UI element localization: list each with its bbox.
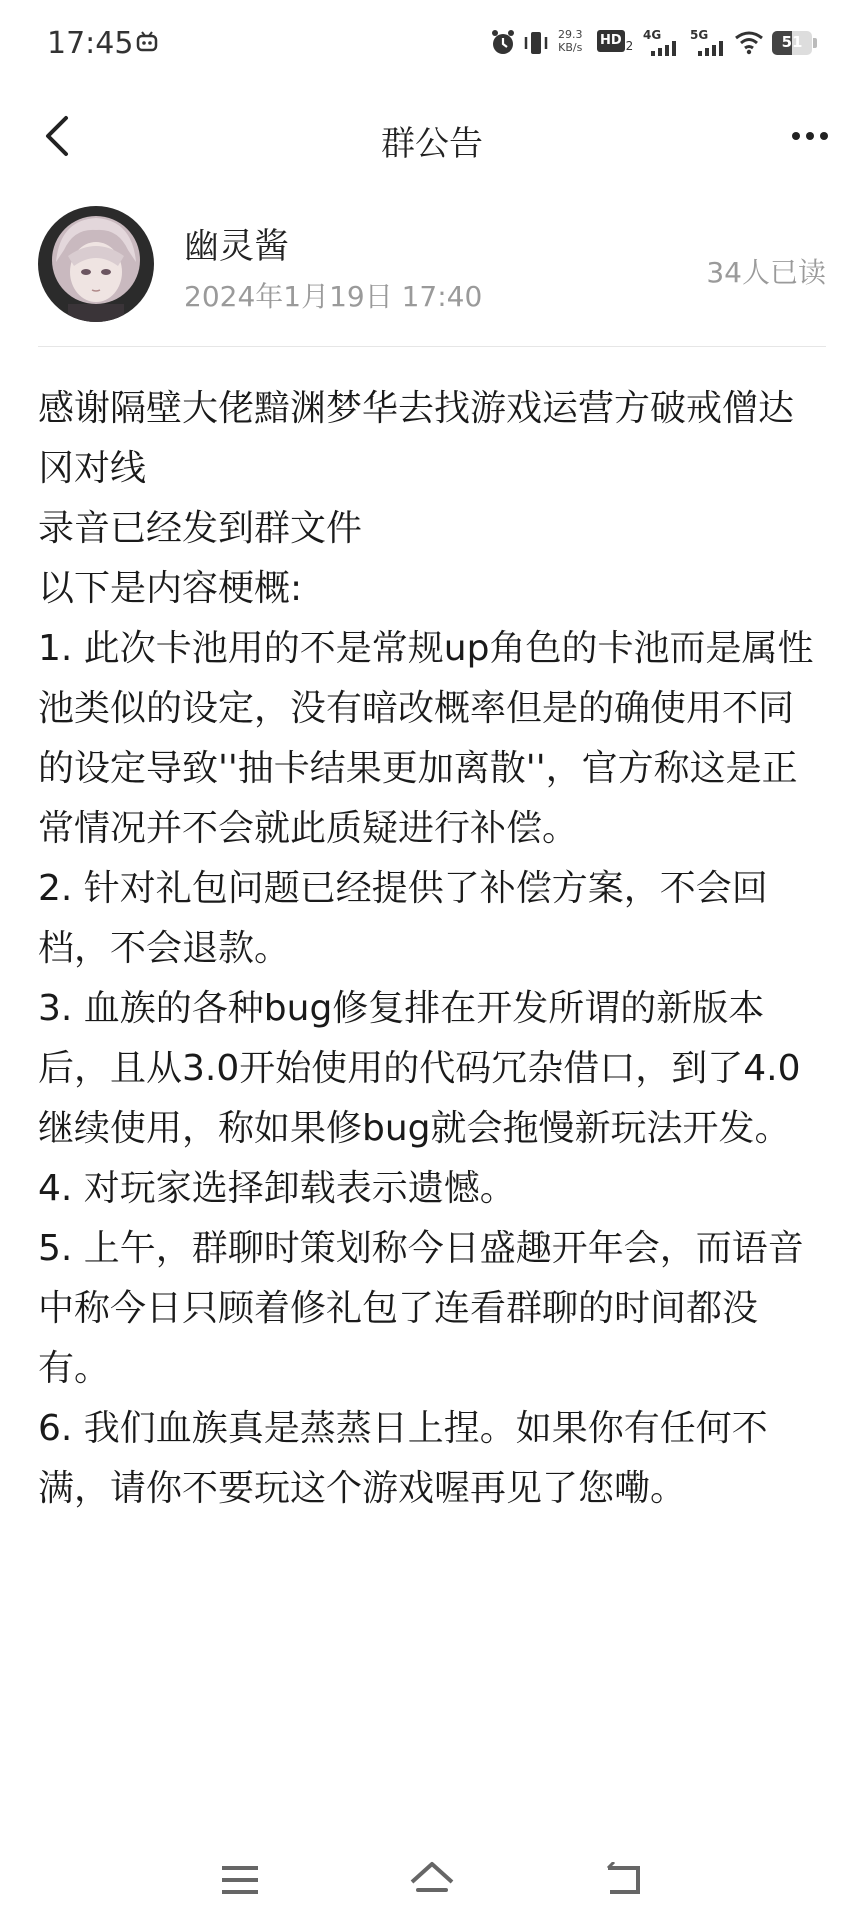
notification-icon xyxy=(136,26,158,58)
status-time: 17:45 xyxy=(47,26,134,61)
avatar[interactable] xyxy=(38,206,154,322)
battery-level: 51 xyxy=(781,33,803,51)
content-paragraph: 2. 针对礼包问题已经提供了补偿方案，不会回档，不会退款。 xyxy=(38,868,768,969)
wifi-icon xyxy=(734,26,764,58)
alarm-icon xyxy=(490,26,516,58)
signal-4g-label: 4G xyxy=(643,28,662,42)
net-speed-unit: KB/s xyxy=(558,41,583,54)
vibrate-icon xyxy=(522,26,550,58)
signal-5g-icon xyxy=(690,28,730,58)
home-button[interactable] xyxy=(400,1852,464,1908)
page-title: 群公告 xyxy=(381,124,483,164)
content-paragraph: 5. 上午，群聊时策划称今日盛趣开年会，而语音中称今日只顾着修礼包了连看群聊的时间都没有。 xyxy=(38,1228,804,1389)
content-paragraph: 1. 此次卡池用的不是常规up角色的卡池而是属性池类似的设定，没有暗改概率但是的确使用不同的设定导致''抽卡结果更加离散''，官方称这是正常情况并不会就此质疑进行补偿。 xyxy=(38,628,814,849)
system-nav-bar xyxy=(0,1840,864,1920)
announcement-content xyxy=(38,379,828,1519)
post-datetime: 2024年1月19日 17:40 xyxy=(184,280,483,313)
more-dot xyxy=(820,132,828,140)
nav-bar xyxy=(0,88,864,184)
net-speed xyxy=(558,28,583,54)
content-paragraph: 3. 血族的各种bug修复排在开发所谓的新版本后，且从3.0开始使用的代码冗杂借口，到了4.0继续使用，称如果修bug就会拖慢新玩法开发。 xyxy=(38,988,801,1149)
more-dots-icon xyxy=(792,132,800,140)
avatar-image xyxy=(38,206,154,322)
battery-icon xyxy=(772,31,818,55)
menu-button[interactable] xyxy=(208,1852,272,1908)
divider xyxy=(38,346,826,347)
more-button[interactable] xyxy=(780,108,840,164)
content-paragraph: 4. 对玩家选择卸载表示遗憾。 xyxy=(38,1168,516,1209)
net-speed-value: 29.3 xyxy=(558,28,583,41)
more-dot xyxy=(806,132,814,140)
hd-label: HD xyxy=(597,30,625,52)
signal-4g-icon xyxy=(643,28,683,58)
read-count[interactable]: 34人已读 xyxy=(706,256,826,289)
home-icon xyxy=(408,1860,456,1900)
back-nav-button[interactable] xyxy=(592,1852,656,1908)
status-bar xyxy=(0,0,864,88)
menu-icon xyxy=(220,1864,260,1896)
hd-icon xyxy=(597,30,633,52)
signal-5g-label: 5G xyxy=(690,28,709,42)
content-paragraph: 6. 我们血族真是蒸蒸日上捏。如果你有任何不满，请你不要玩这个游戏喔再见了您嘞。 xyxy=(38,1408,768,1509)
author-name[interactable]: 幽灵酱 xyxy=(184,227,290,267)
back-icon xyxy=(604,1862,644,1898)
content-paragraph: 以下是内容梗概: xyxy=(38,568,303,609)
content-paragraph: 感谢隔壁大佬黯渊梦华去找游戏运营方破戒僧达冈对线 xyxy=(38,388,795,489)
hd-index: 2 xyxy=(625,39,634,53)
content-paragraph: 录音已经发到群文件 xyxy=(38,508,363,549)
